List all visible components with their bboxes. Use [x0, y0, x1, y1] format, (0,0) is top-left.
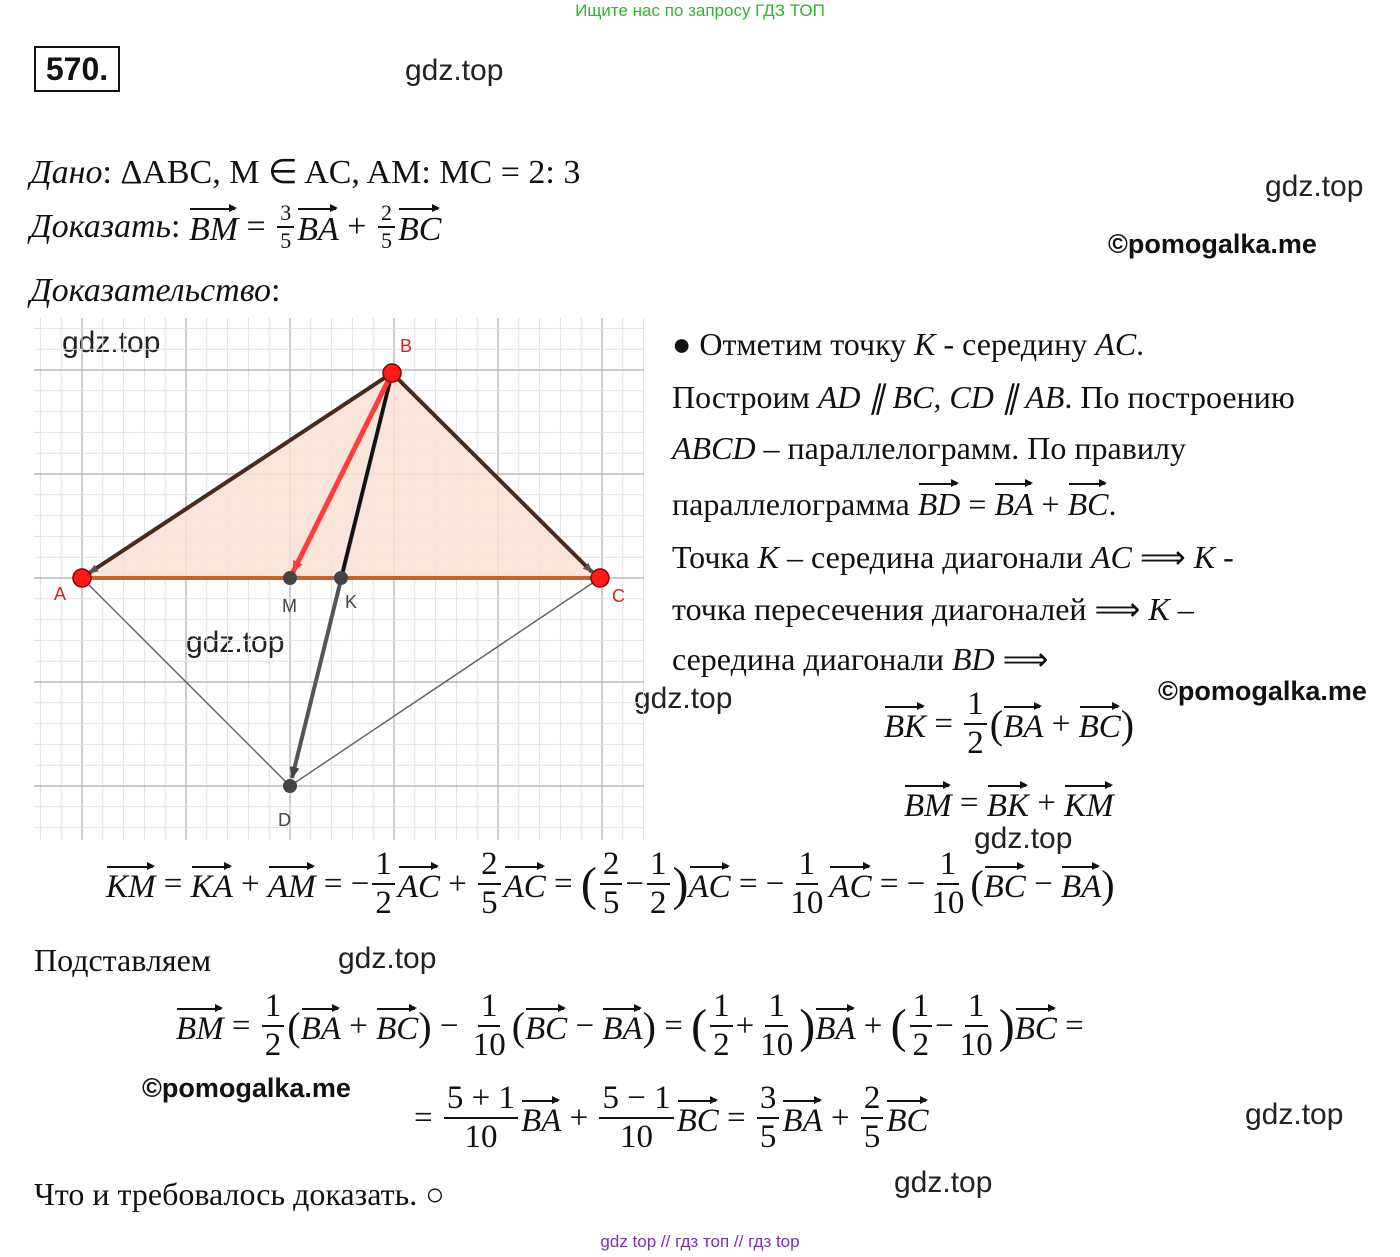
prove-label: Доказать	[30, 208, 171, 245]
point-a	[73, 569, 91, 587]
vector-ba: BA	[521, 1097, 561, 1140]
proof-line-4: параллелограмма BD = BA + BC.	[672, 480, 1116, 523]
math-ac: AC	[1095, 326, 1137, 362]
fraction-numerator: 1	[372, 848, 395, 885]
fraction-denominator: 2	[912, 1027, 930, 1063]
fraction-numerator: 1	[710, 990, 733, 1027]
watermark-gdz: gdz.top	[405, 54, 504, 87]
fraction-denominator: 5	[481, 885, 498, 921]
fraction-denominator: 10	[760, 1027, 794, 1063]
fraction-numerator: 5 − 1	[599, 1082, 673, 1119]
text-span: -	[1215, 539, 1234, 575]
text-span: точка пересечения диагоналей ⟹	[672, 591, 1149, 627]
given-label: Дано	[30, 154, 103, 191]
point-m	[283, 571, 297, 585]
text-span: – параллелограмм. По правилу	[755, 430, 1186, 466]
label-k: K	[345, 592, 358, 612]
watermark-pomogalka: ©pomogalka.me	[1158, 676, 1367, 706]
vector-bc: BC	[525, 1005, 567, 1048]
equation-final-1: BM = $\frac{1}{2}$ ( BA + BC ) − $\frac{1}{10}$ ( BC − BA ) = ( $\frac{1}{2}$ + $\frac{1}{10}$ ) BA + ( $\frac{1}{2}$ − $\frac{1}{10}$ ) BC =	[176, 988, 1084, 1063]
vector-ka: KA	[191, 863, 233, 906]
fraction-numerator: 1	[765, 990, 788, 1027]
vector-bk: BK	[987, 782, 1029, 825]
vector-bc: BC	[677, 1097, 719, 1140]
equation-final-2: = $\frac{5 + 1}{10}$ BA + $\frac{5 - 1}{10}$ BC = $\frac{3}{5}$ BA + $\frac{2}{5}$ BC	[414, 1080, 929, 1155]
vector-bm: BM	[176, 1005, 224, 1048]
watermark-gdz: gdz.top	[634, 682, 733, 715]
text-span: – середина диагонали	[779, 539, 1091, 575]
text-span: ● Отметим точку	[672, 326, 915, 362]
text-span: Построим	[672, 379, 818, 415]
fraction-denominator: 10	[620, 1119, 654, 1155]
fraction-numerator: 1	[910, 990, 933, 1027]
problem-number: 570.	[34, 46, 120, 92]
label-c: C	[612, 586, 625, 606]
fraction-numerator: 1	[965, 990, 988, 1027]
fraction-denominator: 2	[650, 885, 667, 921]
vector-ba: BA	[994, 480, 1033, 523]
point-c	[591, 569, 609, 587]
watermark-gdz: gdz.top	[894, 1166, 993, 1199]
fraction-numerator: 2	[861, 1082, 884, 1119]
fraction-denominator: 10	[464, 1119, 498, 1155]
vector-ac: AC	[689, 863, 731, 906]
vector-ba: BA	[815, 1005, 855, 1048]
vector-am: AM	[268, 863, 316, 906]
fraction-denominator: 2	[967, 725, 984, 761]
point-b	[383, 364, 401, 382]
text-span: –	[1169, 591, 1194, 627]
vector-ac: AC	[829, 863, 871, 906]
fraction-denominator: 5	[280, 228, 292, 253]
vector-bm: BM	[189, 205, 238, 249]
fraction-numerator: 2	[378, 202, 395, 228]
vector-bc: BC	[1068, 480, 1109, 523]
math-ac: AC	[1090, 539, 1132, 575]
text-span: Точка	[672, 539, 758, 575]
proof-line-1	[672, 326, 1144, 363]
fraction-denominator: 10	[790, 885, 824, 921]
geometry-diagram	[34, 318, 644, 840]
math-bd: BD	[951, 641, 995, 677]
fraction-denominator: 5	[863, 1119, 881, 1155]
watermark-gdz: gdz.top	[186, 626, 285, 659]
vector-ba: BA	[782, 1097, 822, 1140]
math-parallel: AD ∥ BC, CD ∥ AB	[817, 379, 1065, 415]
fraction-denominator: 5	[759, 1119, 777, 1155]
label-b: B	[400, 336, 413, 356]
watermark-gdz: gdz.top	[1245, 1098, 1344, 1131]
proof-label: Доказательство	[30, 272, 272, 309]
vector-ba: BA	[602, 1005, 642, 1048]
watermark-gdz: gdz.top	[974, 822, 1073, 855]
watermark-gdz: gdz.top	[1265, 170, 1364, 203]
vector-bc: BC	[376, 1005, 418, 1048]
fraction-denominator: 10	[472, 1027, 506, 1063]
equation-km: KM = KA + AM = − $\frac{1}{2}$ AC + $\frac{2}{5}$ AC = ( $\frac{2}{5}$ − $\frac{1}{2}$ ) AC = − $\frac{1}{10}$ AC = − $\frac{1}{10}$ ( BC − BA )	[106, 846, 1115, 921]
fraction-numerator: 3	[277, 202, 294, 228]
given-statement: ΔABC, M ∈ AC, AM: MC = 2: 3	[120, 154, 581, 191]
math-k: K	[1148, 591, 1170, 627]
fraction-numerator: 1	[647, 848, 670, 885]
proof-line-2	[672, 378, 1295, 416]
vector-bc: BC	[1015, 1005, 1057, 1048]
vector-ba: BA	[297, 205, 339, 249]
fraction-numerator: 2	[600, 848, 623, 885]
fraction-numerator: 1	[964, 688, 987, 725]
vector-bc: BC	[398, 205, 441, 249]
vector-km: KM	[106, 863, 156, 906]
prove-line: Доказать : BM = $\frac{3}{5}$ BA + $\frac{2}{5}$ BC	[30, 200, 442, 253]
point-d	[283, 779, 297, 793]
vector-ac: AC	[398, 863, 440, 906]
watermark-pomogalka: ©pomogalka.me	[142, 1073, 351, 1103]
fraction-denominator: 10	[959, 1027, 993, 1063]
proof-label-line: Доказательство:	[30, 272, 281, 309]
math-k: K	[1193, 539, 1216, 575]
text-span: середина диагонали	[672, 641, 952, 677]
vector-ba: BA	[1061, 863, 1101, 906]
label-a: A	[54, 584, 67, 604]
watermark-gdz: gdz.top	[62, 326, 161, 359]
proof-line-3	[672, 430, 1186, 467]
vector-ac: AC	[504, 863, 546, 906]
label-m: M	[282, 596, 297, 616]
fraction-denominator: 2	[264, 1027, 282, 1063]
vector-bc: BC	[984, 863, 1026, 906]
fraction-numerator: 3	[757, 1082, 780, 1119]
fraction-numerator: 1	[478, 990, 501, 1027]
fraction-denominator: 10	[931, 885, 965, 921]
fraction-numerator: 1	[262, 990, 285, 1027]
fraction-numerator: 2	[478, 848, 501, 885]
text-span: . По построению	[1064, 379, 1295, 415]
given-line: Дано: ΔABC, M ∈ AC, AM: MC = 2: 3	[30, 154, 581, 191]
text-span: - середину	[935, 326, 1096, 362]
fraction-denominator: 5	[602, 885, 620, 921]
math-k: K	[914, 326, 936, 362]
watermark-pomogalka: ©pomogalka.me	[1108, 229, 1317, 259]
vector-bm: BM	[904, 782, 952, 825]
vector-ba: BA	[1003, 703, 1043, 746]
watermark-gdz: gdz.top	[338, 942, 437, 975]
fraction-denominator: 2	[375, 885, 392, 921]
text-span: параллелограмма	[672, 486, 918, 522]
math-k: K	[757, 539, 780, 575]
fraction-numerator: 1	[937, 848, 960, 885]
proof-line-5	[672, 538, 1234, 576]
proof-line-7	[672, 640, 1048, 678]
label-d: D	[278, 810, 291, 830]
vector-bc: BC	[886, 1097, 928, 1140]
equation-bm: BM = BK + KM	[904, 782, 1114, 825]
vector-bc: BC	[1079, 703, 1121, 746]
math-abcd: ABCD	[672, 430, 756, 466]
vector-ba: BA	[301, 1005, 341, 1048]
fraction-numerator: 5 + 1	[444, 1082, 518, 1119]
point-k	[334, 571, 348, 585]
text-span: ⟹	[1131, 539, 1194, 575]
text-span: .	[1136, 326, 1145, 362]
vector-km: KM	[1064, 782, 1114, 825]
bottom-banner[interactable]: gdz top // гдз топ // гдз top	[600, 1232, 800, 1251]
equation-bk: BK = $\frac{1}{2}$ ( BA + BC )	[884, 686, 1135, 761]
vector-bd: BD	[918, 480, 961, 523]
proof-line-6	[672, 590, 1194, 628]
fraction-denominator: 2	[713, 1027, 730, 1063]
conclusion: Что и требовалось доказать. ○	[34, 1176, 445, 1212]
substitute-label: Подставляем	[34, 942, 212, 978]
top-banner[interactable]: Ищите нас по запросу ГДЗ ТОП	[575, 1, 825, 20]
fraction-numerator: 1	[796, 848, 819, 885]
text-span: ⟹	[994, 641, 1049, 677]
vector-bk: BK	[884, 703, 926, 746]
fraction-denominator: 5	[380, 228, 392, 253]
